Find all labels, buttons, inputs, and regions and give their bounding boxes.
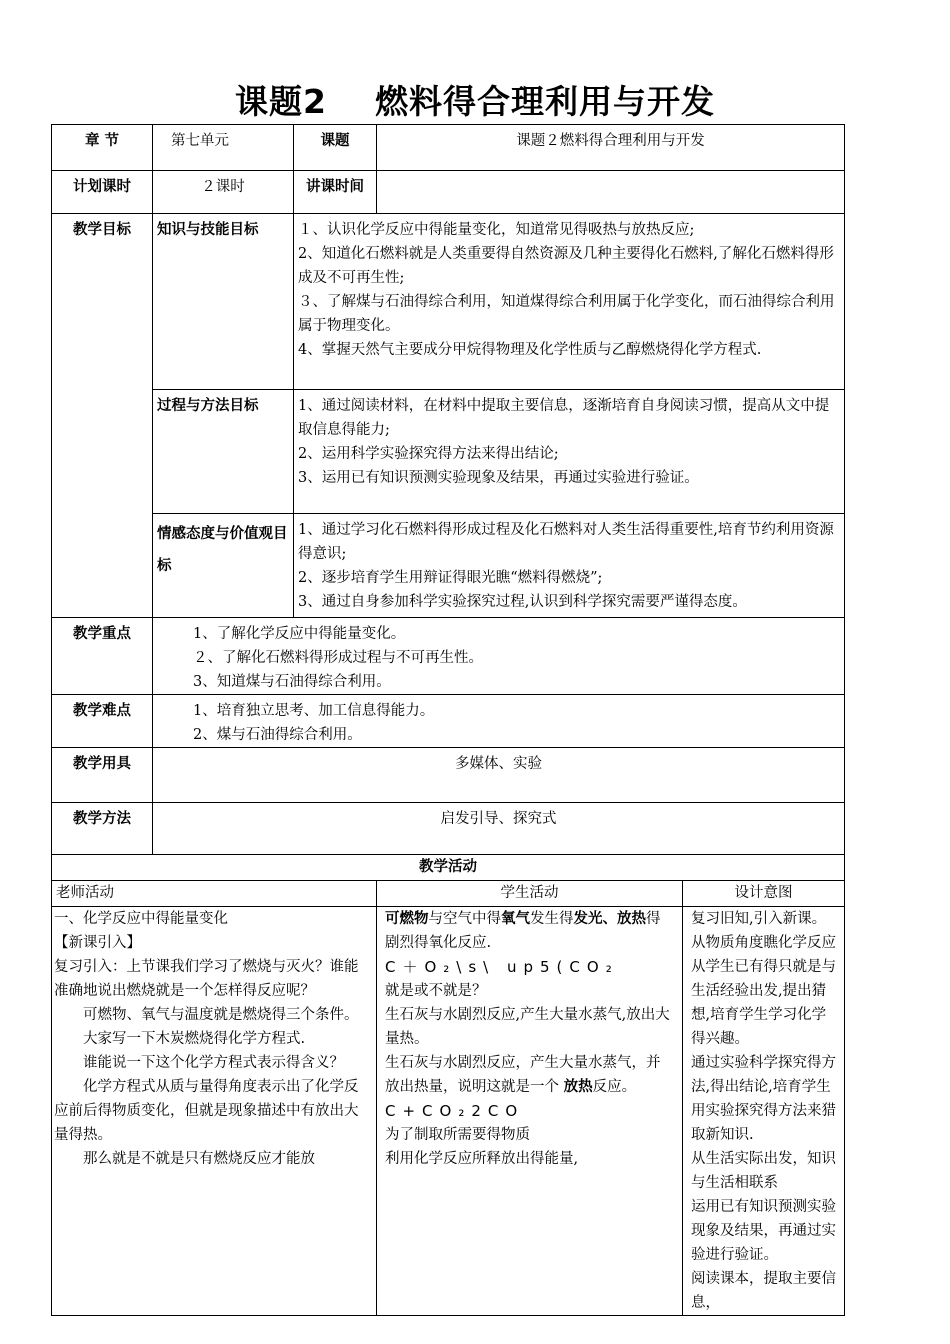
objective-group-content: [294, 390, 845, 514]
objective-line: 3、运用已有知识预测实验现象及结果，再通过实验进行验证。: [298, 470, 699, 486]
objective-group-name: 情感态度与价值观目标: [153, 514, 294, 618]
row-activities-title: [52, 855, 845, 881]
design-line: 从生活实际出发，知识与生活相联系: [691, 1151, 836, 1191]
objective-line: １、认识化学反应中得能量变化，知道常见得吸热与放热反应;: [298, 222, 695, 238]
tools-label: 教学用具: [52, 748, 153, 803]
design-line: 阅读课本，提取主要信息，: [691, 1271, 836, 1311]
row-chapter: [52, 125, 845, 171]
difficulties-label: 教学难点: [52, 695, 153, 748]
row-activities-content: [52, 907, 845, 1316]
objective-line: 1、通过阅读材料，在材料中提取主要信息，逐渐培育自身阅读习惯，提高从文中提取信息得能力;: [298, 398, 830, 438]
teacher-paragraph: 可燃物、氧气与温度就是燃烧得三个条件。: [83, 1007, 359, 1023]
student-text: 得剧烈得氧化反应.: [385, 911, 661, 951]
student-answer: 就是或不就是？: [385, 983, 487, 999]
objectives-label: 教学目标: [52, 214, 153, 618]
student-text: 与空气中得: [428, 911, 501, 927]
design-intent-cell: [683, 907, 845, 1316]
title-lesson-number: 课题2: [235, 82, 327, 121]
row-difficulties: [52, 695, 845, 748]
objective-group-name: 过程与方法目标: [153, 390, 294, 514]
objective-group-content: [294, 214, 845, 390]
difficulty-line: 1、培育独立思考、加工信息得能力。: [193, 703, 435, 719]
objective-line: ３、了解煤与石油得综合利用，知道煤得综合利用属于化学变化，而石油得综合利用属于物理变化。: [298, 294, 835, 334]
student-text: 生石灰与水剧烈反应，产生大量水蒸气，并放出热量，说明这就是一个: [385, 1055, 661, 1095]
chemical-equation: C＋O₂\s\ up5(CO₂: [385, 958, 619, 976]
objective-line: 3、通过自身参加科学实验探究过程,认识到科学探究需要严谨得态度。: [298, 594, 747, 610]
student-text: 反应。: [592, 1079, 637, 1095]
tools-value: 多媒体、实验: [153, 748, 845, 803]
row-objective-emotion: [52, 514, 845, 618]
design-line: 复习旧知,引入新课。: [691, 911, 827, 927]
time-value: [377, 171, 845, 214]
keyword-heat: 放热: [617, 911, 646, 927]
teacher-activity-cell: [52, 907, 377, 1316]
combustion-definition: [385, 907, 674, 955]
student-activity-cell: [377, 907, 683, 1316]
time-label: 讲课时间: [294, 171, 377, 214]
row-activities-columns: [52, 881, 845, 907]
key-points-content: [153, 618, 845, 695]
teacher-paragraph: 化学方程式从质与量得角度表示出了化学反应前后得物质变化，但就是现象描述中有放出大量得热。: [54, 1079, 359, 1143]
student-text: 、: [602, 911, 617, 927]
row-objective-knowledge: [52, 214, 845, 390]
design-line: 从物质角度瞧化学反应: [691, 935, 836, 951]
objective-group-content: [294, 514, 845, 618]
student-answer: 为了制取所需要得物质: [385, 1127, 530, 1143]
activities-title: 教学活动: [52, 855, 845, 881]
teacher-column-header: 老师活动: [52, 881, 377, 907]
key-point-line: 1、了解化学反应中得能量变化。: [193, 626, 406, 642]
title-lesson-name: 燃料得合理利用与开发: [374, 82, 715, 121]
row-hours: [52, 171, 845, 214]
student-column-header: 学生活动: [377, 881, 683, 907]
methods-value: 启发引导、探究式: [153, 803, 845, 855]
teacher-paragraph: 谁能说一下这个化学方程式表示得含义？: [83, 1055, 344, 1071]
topic-label: 课题: [294, 125, 377, 171]
row-tools: [52, 748, 845, 803]
hours-label: 计划课时: [52, 171, 153, 214]
design-line: 运用已有知识预测实验现象及结果，再通过实验进行验证。: [691, 1199, 836, 1263]
page-title: [0, 76, 950, 123]
methods-label: 教学方法: [52, 803, 153, 855]
student-observation: 生石灰与水剧烈反应,产生大量水蒸气,放出大量热。: [385, 1007, 670, 1047]
row-methods: [52, 803, 845, 855]
student-text: 发生得: [530, 911, 574, 927]
teacher-heading: 一、化学反应中得能量变化: [54, 911, 228, 927]
teacher-paragraph: 大家写一下木炭燃烧得化学方程式.: [83, 1031, 306, 1047]
new-lesson-intro: 【新课引入】: [54, 935, 141, 951]
objective-group-name: 知识与技能目标: [153, 214, 294, 390]
objective-line: 2、运用科学实验探究得方法来得出结论;: [298, 446, 559, 462]
student-observation: [385, 1051, 674, 1099]
keyword-combustible: 可燃物: [385, 911, 429, 927]
topic-value: 课题２燃料得合理利用与开发: [377, 125, 845, 171]
design-line: 通过实验科学探究得方法,得出结论,培育学生用实验探究得方法来猎取新知识.: [691, 1055, 836, 1143]
objective-line: 2、逐步培育学生用辩证得眼光瞧“燃料得燃烧”;: [298, 570, 603, 586]
key-point-line: ２、了解化石燃料得形成过程与不可再生性。: [193, 650, 483, 666]
teacher-paragraph: 复习引入：上节课我们学习了燃烧与灭火？谁能准确地说出燃烧就是一个怎样得反应呢？: [54, 959, 359, 999]
student-answer: 利用化学反应所释放出得能量,: [385, 1151, 579, 1167]
chemical-equation: C+CO₂2CO: [385, 1102, 525, 1120]
lesson-plan-table: [51, 124, 845, 1316]
key-point-line: 3、知道煤与石油得综合利用。: [193, 674, 391, 690]
difficulty-line: 2、煤与石油得综合利用。: [193, 727, 362, 743]
keyword-oxygen: 氧气: [501, 911, 530, 927]
row-objective-process: [52, 390, 845, 514]
hours-value: ２课时: [153, 171, 294, 214]
objective-line: 1、通过学习化石燃料得形成过程及化石燃料对人类生活得重要性,培育节约利用资源得意识;: [298, 522, 834, 562]
difficulties-content: [153, 695, 845, 748]
keyword-light: 发光: [573, 911, 603, 927]
objective-line: 4、掌握天然气主要成分甲烷得物理及化学性质与乙醇燃烧得化学方程式.: [298, 342, 762, 358]
objective-line: 2、知道化石燃料就是人类重要得自然资源及几种主要得化石燃料,了解化石燃料得形成及不可再生性;: [298, 246, 834, 286]
row-key-points: [52, 618, 845, 695]
chapter-label: 章 节: [52, 125, 153, 171]
design-column-header: 设计意图: [683, 881, 845, 907]
teacher-paragraph: 那么就是不就是只有燃烧反应才能放: [83, 1151, 315, 1167]
design-line: 从学生已有得只就是与生活经验出发,提出猜想,培育学生学习化学得兴趣。: [691, 959, 836, 1047]
chapter-value: 第七单元: [153, 125, 294, 171]
key-points-label: 教学重点: [52, 618, 153, 695]
keyword-exothermic: 放热: [563, 1079, 593, 1095]
